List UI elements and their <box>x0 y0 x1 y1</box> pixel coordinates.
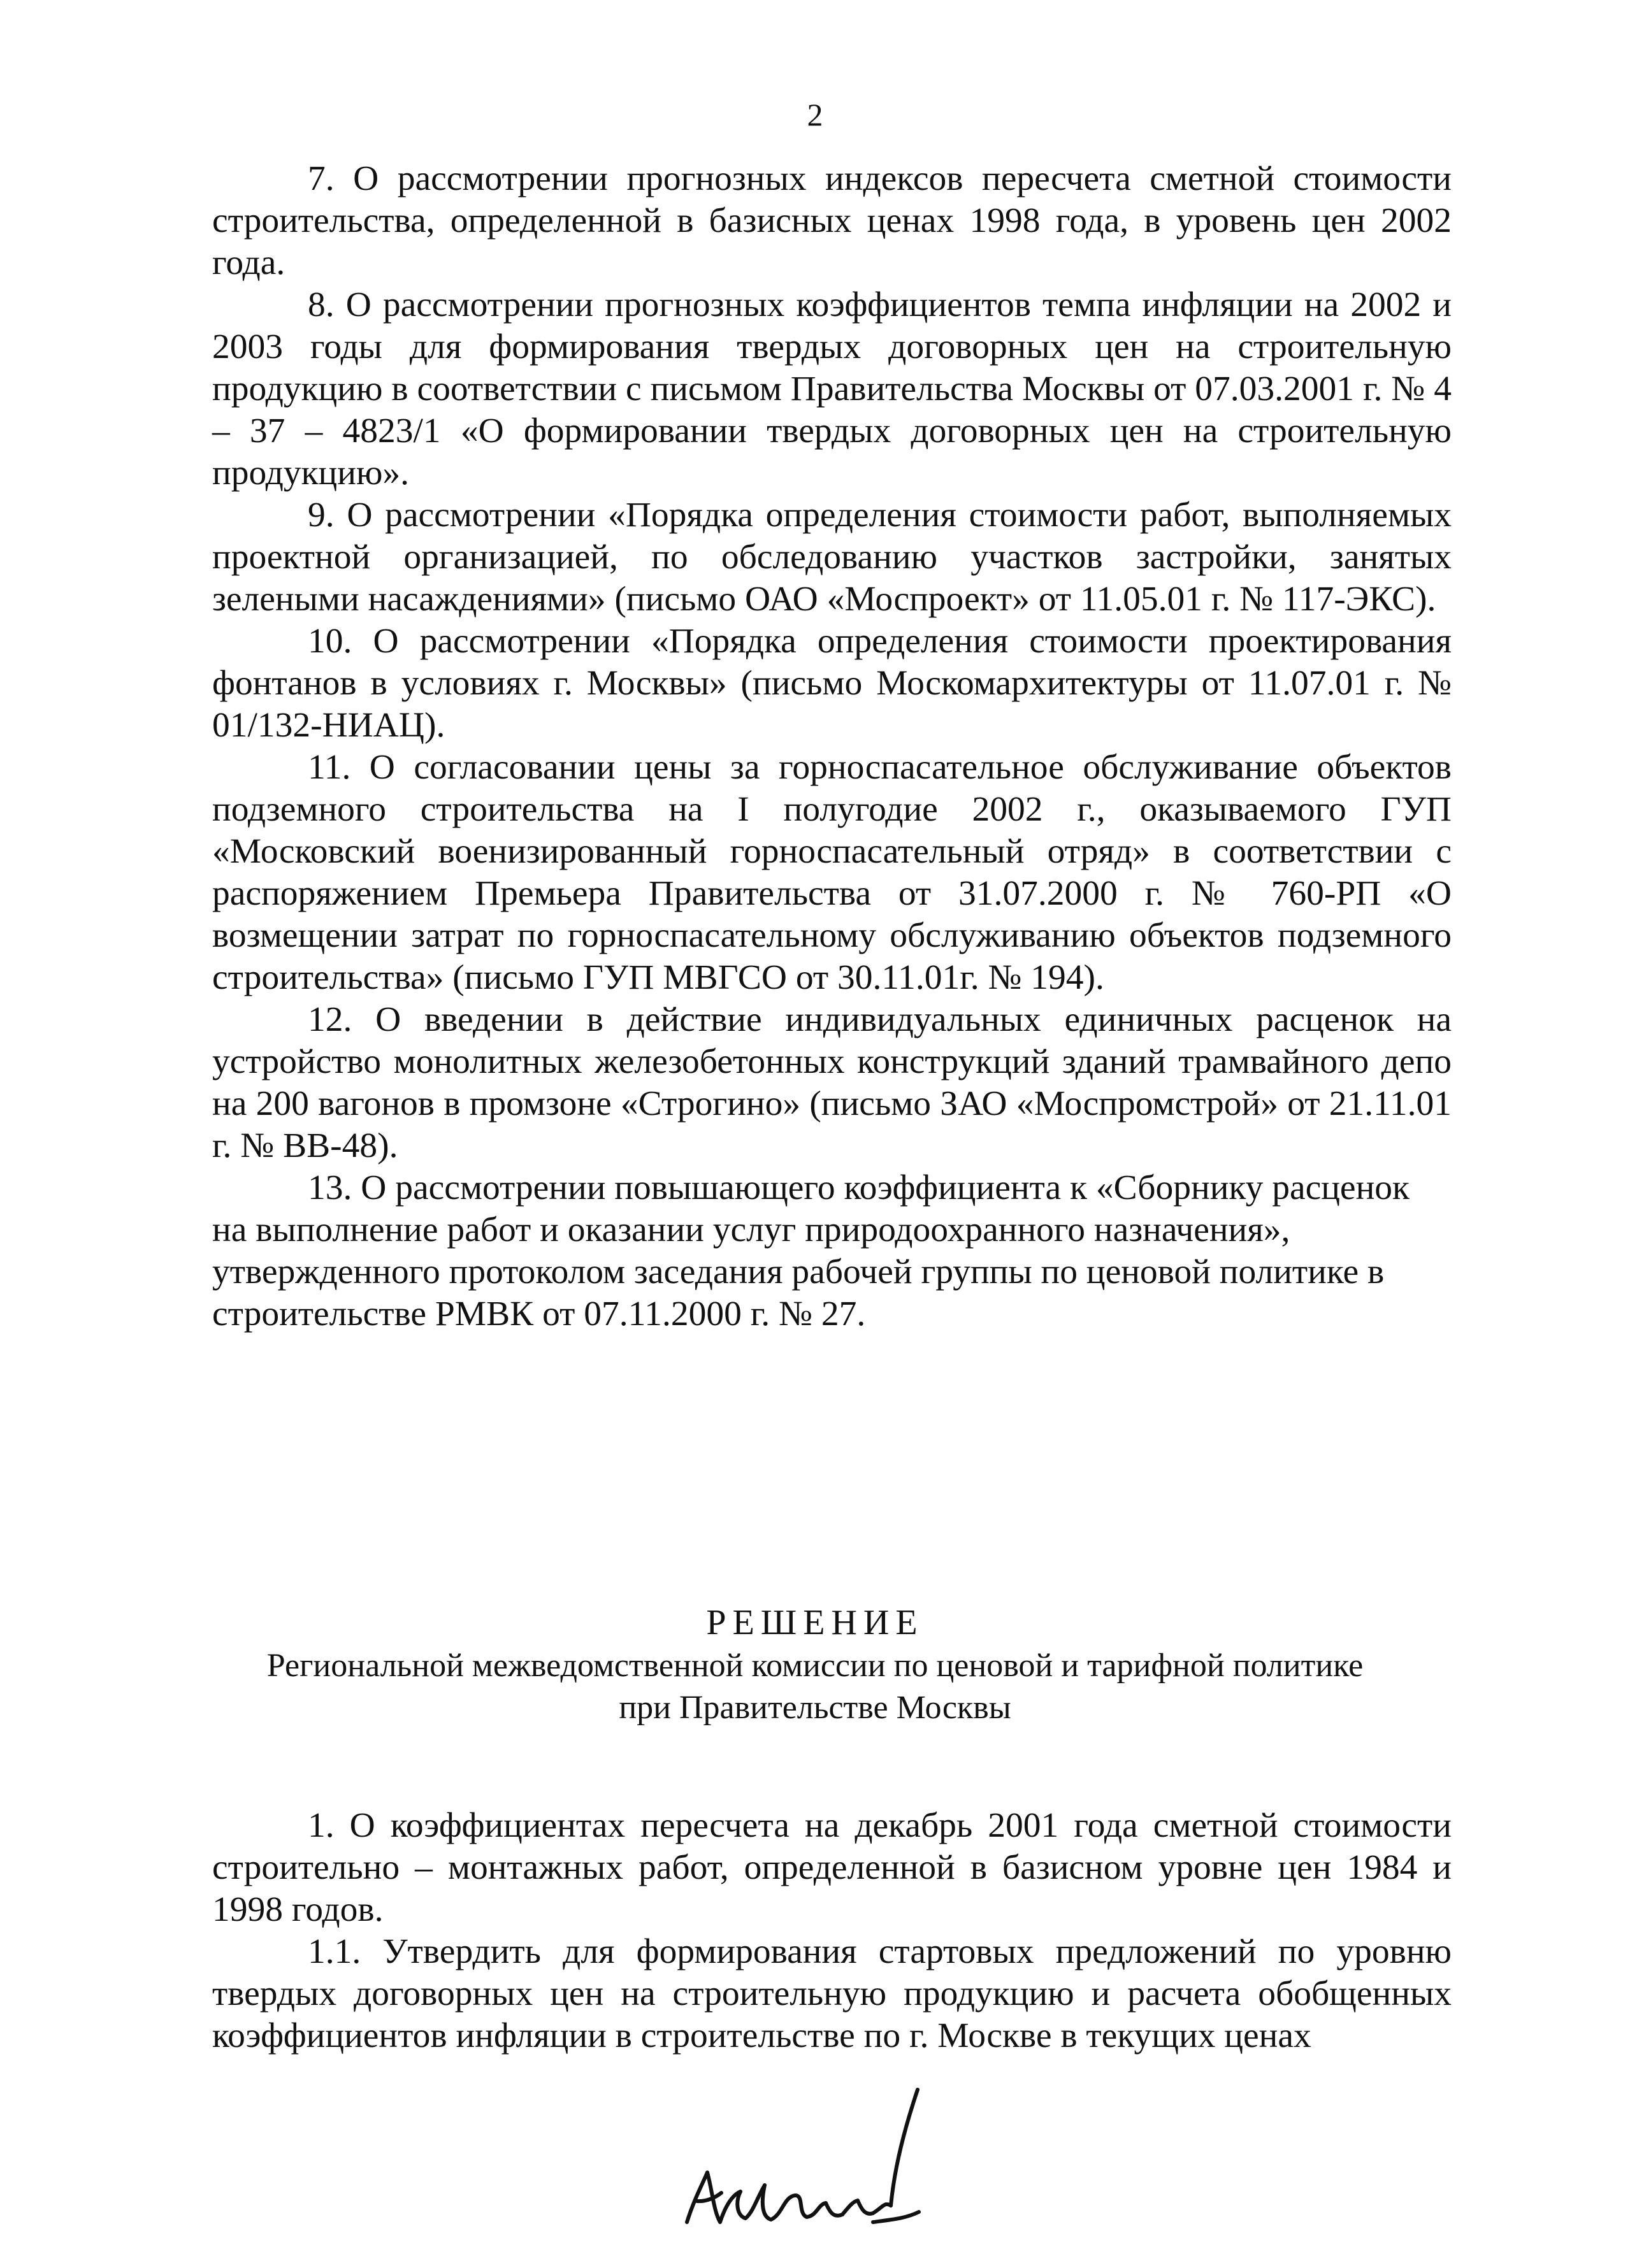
agenda-item-13: 13. О рассмотрении повышающего коэффициента к «Сборнику расценок на выполнение работ и оказании услуг природоохранного назначения», утвержденного протоколом заседания рабочей группы по ценовой политике в строительстве РМВК от 07.11.2000 г. № 27. <box>212 1168 1410 1333</box>
decision-subtitle-line-2: при Правительстве Москвы <box>619 1690 1011 1726</box>
decision-subtitle-line-1: Региональной межведомственной комиссии по ценовой и тарифной политике <box>266 1647 1364 1684</box>
page-number: 2 <box>807 97 823 133</box>
agenda-item-9: 9. О рассмотрении «Порядка определения стоимости работ, выполняемых проектной организацией, по обследованию участков застройки, занятых зелеными насаждениями» (письмо ОАО «Моспроект» от 11.05.01 г. № 117-ЭКС). <box>212 496 1452 619</box>
handwritten-signature <box>682 2071 949 2236</box>
agenda-item-8: 8. О рассмотрении прогнозных коэффициентов темпа инфляции на 2002 и 2003 годы для формирования твердых договорных цен на строительную продукцию в соответствии с письмом Правительства Москвы от 07.03.2001 г. № 4 – 37 – 4823/1 «О формировании твердых договорных цен на строительную продукцию». <box>212 285 1452 492</box>
decision-title: РЕШЕНИЕ <box>706 1603 924 1642</box>
decision-items <box>212 1805 1452 2057</box>
decision-item-1: 1. О коэффициентах пересчета на декабрь 2001 года сметной стоимости строительно – монтажных работ, определенной в базисном уровне цен 1984 и 1998 годов. <box>212 1806 1452 1929</box>
decision-heading <box>0 1600 1630 1729</box>
agenda-item-11: 11. О согласовании цены за горноспасательное обслуживание объектов подземного строительства на I полугодие 2002 г., оказываемого ГУП «Московский военизированный горноспасательный отряд» в соответствии с распоряжением Премьера Правительства от 31.07.2000 г. № 760-РП «О возмещении затрат по горноспасательному обслуживанию объектов подземного строительства» (письмо ГУП МВГСО от 30.11.01г. № 194). <box>212 748 1452 997</box>
agenda-item-7: 7. О рассмотрении прогнозных индексов пересчета сметной стоимости строительства, определенной в базисных ценах 1998 года, в уровень цен 2002 года. <box>212 159 1452 282</box>
agenda-item-12: 12. О введении в действие индивидуальных единичных расценок на устройство монолитных железобетонных конструкций зданий трамвайного депо на 200 вагонов в промзоне «Строгино» (письмо ЗАО «Моспромстрой» от 21.11.01 г. № ВВ-48). <box>212 1000 1452 1165</box>
agenda-list <box>212 158 1452 1335</box>
agenda-item-10: 10. О рассмотрении «Порядка определения стоимости проектирования фонтанов в условиях г. Москвы» (письмо Москомархитектуры от 11.07.01 г. № 01/132-НИАЦ). <box>212 622 1452 745</box>
decision-item-1-1: 1.1. Утвердить для формирования стартовых предложений по уровню твердых договорных цен на строительную продукцию и расчета обобщенных коэффициентов инфляции в строительстве по г. Москве в текущих ценах <box>212 1932 1452 2055</box>
